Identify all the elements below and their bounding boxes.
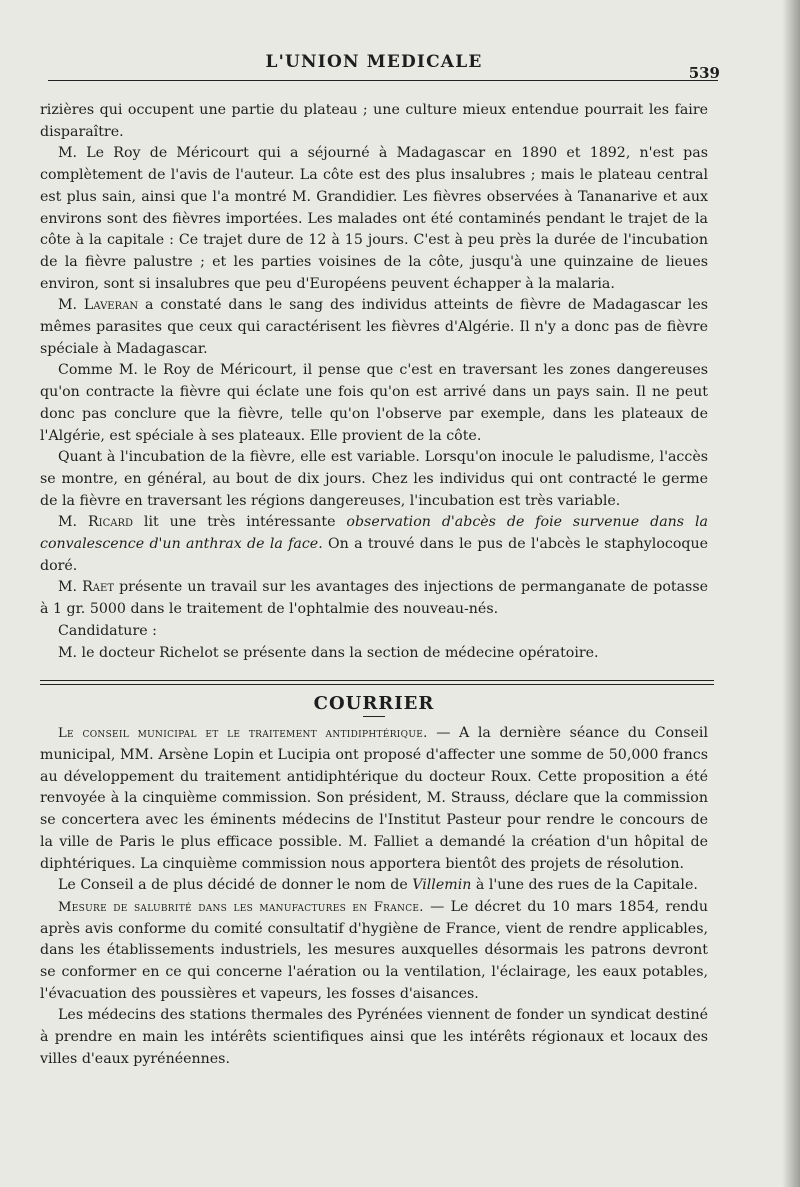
speaker-name: M. Ricard bbox=[58, 514, 134, 531]
speaker-name: M. Laveran bbox=[58, 297, 139, 314]
paragraph-salubrite: Mesure de salubrité dans les manufactures en France. — Le décret du 10 mars 1854, rendu après avis conforme du comité consultatif d'hygiène de France, vient de rendre applicables, dans les établissements industriels, les mesures auxquelles désormais les patrons devront se conformer en ce qui concerne l'aération ou la ventilation, l'éclairage, les eaux potables, l'évacuation des poussières et vapeurs, les fosses d'aisances. bbox=[40, 898, 708, 1002]
paragraph-plateau: rizières qui occupent une partie du plateau ; une culture mieux entendue pourrait les faire disparaître. bbox=[40, 102, 708, 140]
paragraph-ricard: M. Ricard lit une très intéressante observation d'abcès de foie survenue dans la convalescence d'un anthrax de la face. On a trouvé dans le pus de l'abcès le staphylocoque doré. bbox=[40, 514, 708, 574]
observation-title: observation d'abcès de foie survenue dans la convalescence d'un anthrax de la face. bbox=[40, 514, 708, 553]
paragraph-incubation: Quant à l'incubation de la fièvre, elle est variable. Lorsqu'on inocule le paludisme, l'accès se montre, en général, au bout de dix jours. Chez les individus qui ont contracté le germe de la fièvre en traversant les régions dangereuses, l'incubation est très variable. bbox=[40, 449, 708, 509]
paragraph-laveran: M. Laveran a constaté dans le sang des individus atteints de fièvre de Madagascar les mêmes parasites que ceux qui caractérisent les fièvres d'Algérie. Il n'y a donc pas de fièvre spéciale à Madagascar. bbox=[40, 297, 708, 357]
seance-report bbox=[40, 100, 708, 664]
courrier-section bbox=[40, 723, 708, 1070]
paragraph-zones-dangereuses: Comme M. le Roy de Méricourt, il pense que c'est en traversant les zones dangereuses qu'on contracte la fièvre qui éclate une fois qu'on est arrivé dans un pays sain. Il ne peut donc pas conclure que la fièvre, telle qu'on l'observe par exemple, dans les plateaux de l'Algérie, est spéciale à ses plateaux. Elle provient de la côte. bbox=[40, 362, 708, 444]
article-heading: Le conseil municipal et le traitement antidiphtérique. bbox=[58, 726, 428, 742]
page-number: 539 bbox=[688, 64, 720, 82]
running-title: L'UNION MEDICALE bbox=[265, 52, 483, 72]
paragraph-le-roy-de-mericourt: M. Le Roy de Méricourt qui a séjourné à Madagascar en 1890 et 1892, n'est pas complètement de l'avis de l'auteur. La côte est des plus insalubres ; mais le plateau central est plus sain, ainsi que l'a montré M. Grandidier. Les fièvres observées à Tananarive et aux environs sont des fièvres importées. Les malades ont été contaminés pendant le trajet de la côte à la capitale : Ce trajet dure de 12 à 15 jours. C'est à peu près la durée de l'incubation de la fièvre palustre ; et les parties voisines de la côte, jusqu'à une quinzaine de lieues environ, sont si insalubres que peu d'Européens peuvent échapper à la malaria. bbox=[40, 145, 708, 292]
speaker-name: M. Raet bbox=[58, 579, 114, 596]
title-dash bbox=[363, 716, 385, 717]
paragraph-conseil-municipal: Le conseil municipal et le traitement antidiphtérique. — A la dernière séance du Conseil municipal, MM. Arsène Lopin et Lucipia ont proposé d'affecter une somme de 50,000 francs au développement du traitement antidiphtérique du docteur Roux. Cette proposition a été renvoyée à la cinquième commission. Son président, M. Strauss, déclare que la commission se concertera avec les éminents médecins de l'Institut Pasteur pour rendre le concours de la ville de Paris le plus efficace possible. M. Falliet a demandé la création d'un hôpital de diphtériques. La cinquième commission nous apportera bientôt des projets de résolution. bbox=[40, 725, 708, 872]
paragraph-pyrenees: Les médecins des stations thermales des Pyrénées viennent de fonder un syndicat destiné à prendre en main les intérêts scientifiques ainsi que les intérêts régionaux et locaux des villes d'eaux pyrénéennes. bbox=[40, 1007, 708, 1067]
section-double-rule bbox=[40, 680, 714, 685]
paragraph-candidature: Candidature : bbox=[58, 622, 157, 639]
paragraph-richelot: M. le docteur Richelot se présente dans la section de médecine opératoire. bbox=[58, 644, 599, 661]
street-name: Villemin bbox=[412, 877, 472, 894]
page-edge-shadow bbox=[782, 0, 800, 1187]
paragraph-villemin: Le Conseil a de plus décidé de donner le nom de Villemin à l'une des rues de la Capitale. bbox=[58, 877, 698, 894]
paragraph-raet: M. Raet présente un travail sur les avantages des injections de permanganate de potasse à 1 gr. 5000 dans le traitement de l'ophtalmie des nouveau-nés. bbox=[40, 579, 708, 618]
page-header bbox=[40, 42, 720, 82]
section-title: COURRIER bbox=[313, 693, 435, 715]
article-heading: Mesure de salubrité dans les manufactures en France. bbox=[58, 899, 424, 915]
header-rule bbox=[48, 80, 718, 81]
